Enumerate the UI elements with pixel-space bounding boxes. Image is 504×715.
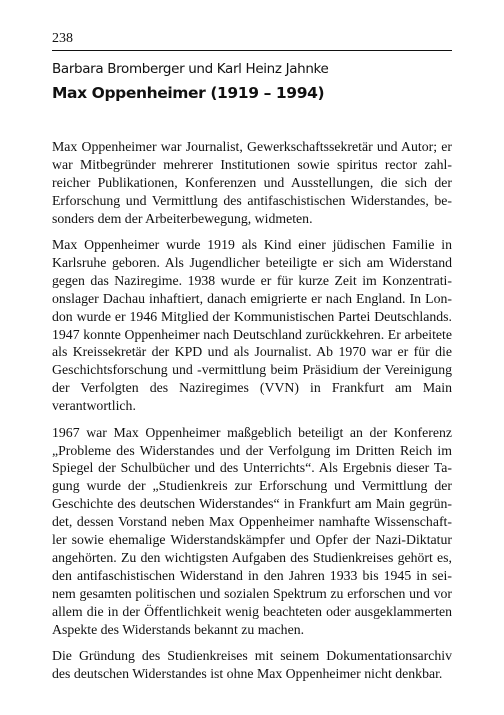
paragraph: Die Gründung des Studienkreises mit seinem Dokumentationsarchiv des deutschen Widerstandes ist ohne Max Oppenheimer nicht denkbar. bbox=[52, 647, 452, 681]
paragraph: 1967 war Max Oppenheimer maßgeblich beteiligt an der Konferenz „Probleme des Widerstandes und der Verfolgung im Dritten Reich im Spiegel der Schulbücher und des Unterrichts“. Als Ergebnis dieser Tagung wurde der „Studienkreis zur Erforschung und Vermittlung der Geschichte des deutschen Widerstandes“ in Frankfurt am Main gegründet, dessen Vorstand neben Max Oppenheimer namhafte Wissenschaftler sowie ehemalige Widerstandskämpfer und Opfer der Nazi-Diktatur angehörten. Zu den wichtigsten Aufgaben des Studienkreises gehört es, den antifaschistischen Widerstand in den Jahren 1933 bis 1945 in seinem gesamten politischen und sozialen Spektrum zu erforschen und vor allem die in der Öffentlichkeit wenig beachteten oder ausgeklammerten Aspekte des Widerstands bekannt zu machen. bbox=[52, 424, 452, 637]
paragraph: Max Oppenheimer war Journalist, Gewerkschaftssekretär und Autor; er war Mitbegründer mehrerer Institutionen sowie spiritus rector zahlreicher Publikationen, Konferenzen und Ausstellungen, die sich der Erforschung und Vermittlung des antifaschistischen Widerstandes, besonders dem der Arbeiterbewegung, widmeten. bbox=[52, 139, 452, 226]
chapter-authors: Barbara Bromberger und Karl Heinz Jahnke bbox=[52, 61, 329, 77]
body-text bbox=[52, 138, 452, 691]
paragraph: Max Oppenheimer wurde 1919 als Kind einer jüdischen Familie in Karlsruhe geboren. Als Jugendlicher beteiligte er sich am Widerstand gegen das Naziregime. 1938 wurde er für kurze Zeit im Konzentrationslager Dachau inhaftiert, danach emigrierte er nach England. In London wurde er 1946 Mitglied der Kommunistischen Partei Deutschlands. 1947 konnte Oppenheimer nach Deutschland zurückkehren. Er arbeitete als Kreissekretär der KPD und als Journalist. Ab 1970 war er für die Geschichtsforschung und -vermittlung beim Präsidium der Vereinigung der Verfolgten des Naziregimes (VVN) in Frankfurt am Main verantwortlich. bbox=[52, 237, 452, 414]
page-number: 238 bbox=[52, 31, 73, 46]
header-rule bbox=[52, 50, 452, 51]
chapter-title: Max Oppenheimer (1919 – 1994) bbox=[52, 84, 325, 102]
